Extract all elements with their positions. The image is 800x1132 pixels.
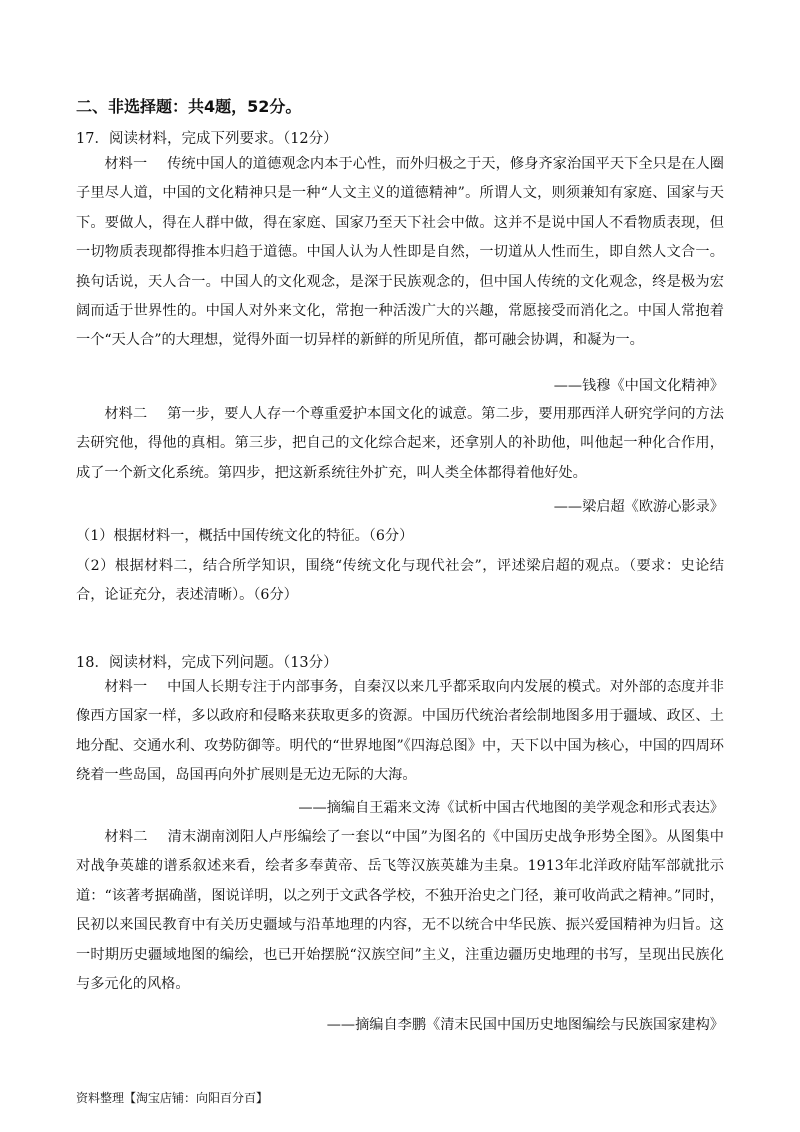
q17-material-2-source: ——梁启超《欧游心影录》 bbox=[553, 499, 724, 515]
q17-material-1-source: ——钱穆《中国文化精神》 bbox=[553, 378, 724, 394]
q18-material-2-source: ——摘编自李鹏《清末民国中国历史地图编绘与民族国家建构》 bbox=[326, 1017, 724, 1033]
q18-material-1-source: ——摘编自王霜来文涛《试析中国古代地图的美学观念和形式表达》 bbox=[298, 800, 724, 816]
material-label: 材料二 bbox=[104, 406, 148, 422]
q18-material-1 bbox=[76, 673, 724, 791]
question-17-heading: 17．阅读材料，完成下列要求。（12分） bbox=[76, 131, 338, 147]
question-18-heading: 18．阅读材料，完成下列问题。（13分） bbox=[76, 655, 338, 671]
q17-material-1 bbox=[76, 150, 724, 356]
material-text: 第一步，要人人存一个尊重爱护本国文化的诚意。第二步，要用那西洋人研究学问的方法去研究他，得他的真相。第三步，把自己的文化综合起来，还拿别人的补助他，叫他起一种化合作用，成了一个新文化系统。第四步，把这新系统往外扩充，叫人类全体都得着他好处。 bbox=[76, 406, 724, 481]
q17-subquestion-2: （2）根据材料二，结合所学知识，围绕“传统文化与现代社会”，评述梁启超的观点。（要求：史论结合，论证充分，表述清晰）。（6分） bbox=[76, 558, 724, 603]
section-title: 二、非选择题：共4题，52分。 bbox=[76, 97, 302, 116]
material-label: 材料二 bbox=[104, 829, 148, 845]
q18-material-2 bbox=[76, 823, 724, 999]
material-text: 清末湖南浏阳人卢彤编绘了一套以“中国”为图名的《中国历史战争形势全图》。从图集中对战争英雄的谱系叙述来看，绘者多奉黄帝、岳飞等汉族英雄为圭臬。1913年北洋政府陆军部就批示道：“该著考据确凿，图说详明，以之列于文武各学校，不独开治史之门径，兼可收尚武之精神。”同时，民初以来国民教育中有关历史疆域与沿革地理的内容，无不以统合中华民族、振兴爱国精神为归旨。这一时期历史疆域地图的编绘，也已开始摆脱“汉族空间”主义，注重边疆历史地理的书写，呈现出民族化与多元化的风格。 bbox=[76, 829, 724, 993]
material-label: 材料一 bbox=[104, 156, 148, 172]
q17-material-2 bbox=[76, 400, 724, 488]
q17-subquestion-1: （1）根据材料一，概括中国传统文化的特征。（6分） bbox=[76, 528, 414, 544]
material-label: 材料一 bbox=[104, 679, 148, 695]
material-text: 中国人长期专注于内部事务，自秦汉以来几乎都采取向内发展的模式。对外部的态度并非像西方国家一样，多以政府和侵略来获取更多的资源。中国历代统治者绘制地图多用于疆域、政区、土地分配、交通水利、攻势防御等。明代的“世界地图”《四海总图》中，天下以中国为核心，中国的四周环绕着一些岛国，岛国再向外扩展则是无边无际的大海。 bbox=[76, 679, 724, 784]
material-text: 传统中国人的道德观念内本于心性，而外归极之于天，修身齐家治国平天下全只是在人圈子里尽人道，中国的文化精神只是一种“人文主义的道德精神”。所谓人文，则须兼知有家庭、国家与天下。要做人，得在人群中做，得在家庭、国家乃至天下社会中做。这并不是说中国人不看物质表现，但一切物质表现都得推本归趋于道德。中国人认为人性即是自然，一切道从人性而生，即自然人文合一。换句话说，天人合一。中国人的文化观念，是深于民族观念的，但中国人传统的文化观念，终是极为宏阔而适于世界性的。中国人对外来文化，常抱一种活泼广大的兴趣，常愿接受而消化之。中国人常抱着一个“天人合”的大理想，觉得外面一切异样的新鲜的所见所值，都可融会协调，和凝为一。 bbox=[76, 156, 724, 349]
footer-note: 资料整理【淘宝店铺：向阳百分百】 bbox=[76, 1091, 269, 1105]
